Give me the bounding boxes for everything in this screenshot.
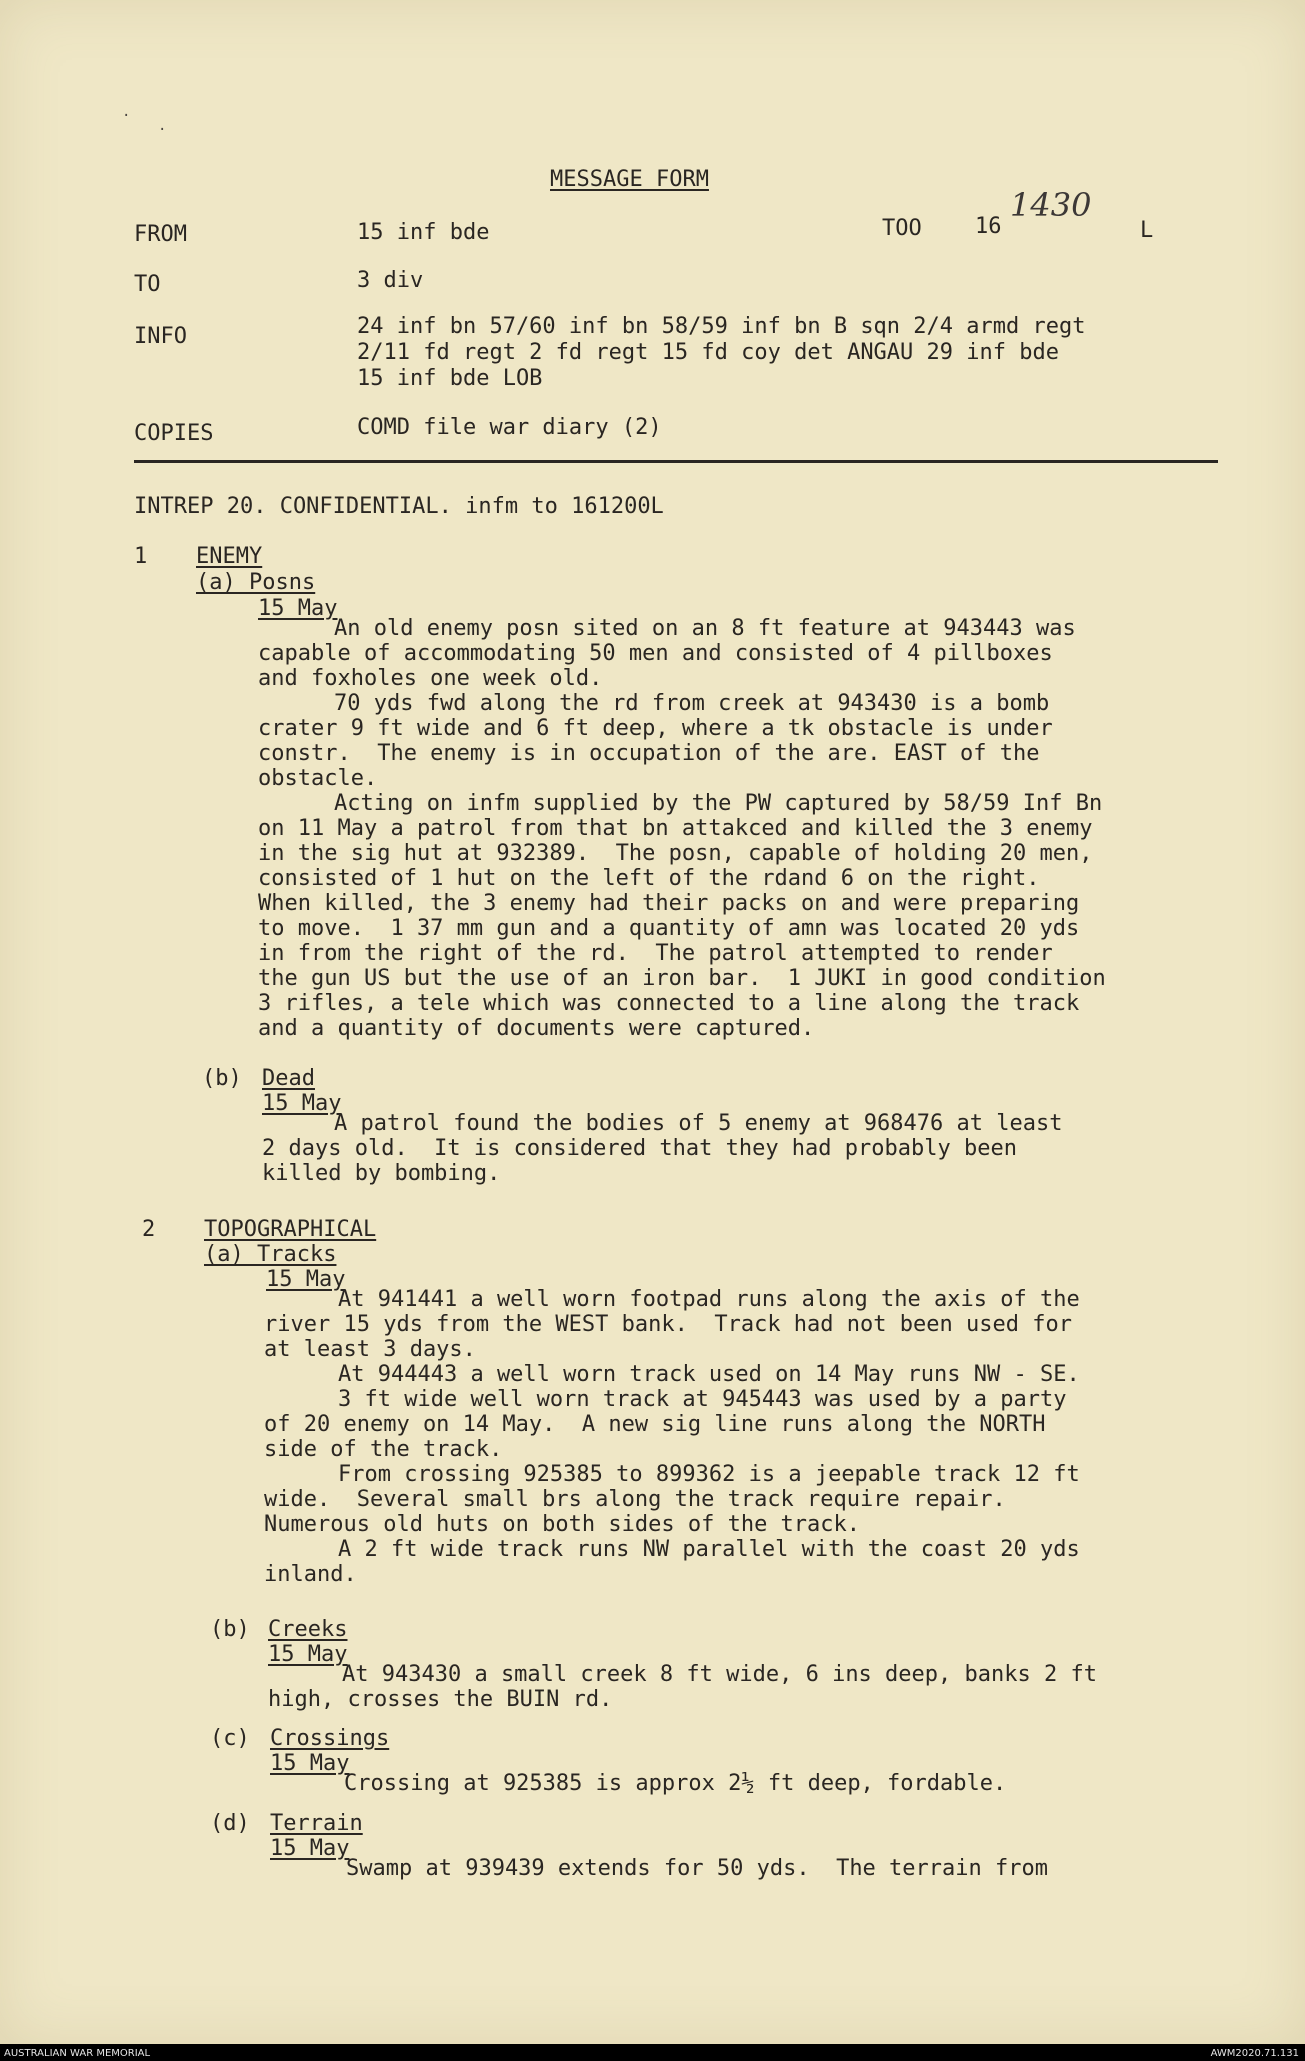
subsection-label: (c) (210, 1726, 250, 1751)
section-number: 2 (142, 1217, 156, 1242)
body-line: river 15 yds from the WEST bank. Track had not been used for (264, 1312, 1072, 1337)
archive-reference: AWM2020.71.131 (1210, 2048, 1299, 2059)
ink-speck: · (122, 108, 131, 124)
copies-label: COPIES (134, 421, 214, 446)
body-line: on 11 May a patrol from that bn attakced and killed the 3 enemy (258, 816, 1093, 841)
copies-value: COMD file war diary (2) (357, 415, 662, 440)
body-line: Crossing at 925385 is approx 2½ ft deep, fordable. (344, 1771, 1007, 1796)
from-label: FROM (134, 222, 187, 247)
subsection-label: (b) (210, 1617, 250, 1642)
too-zone: L (1140, 218, 1154, 243)
body-line: When killed, the 3 enemy had their packs on and were preparing (258, 891, 1080, 916)
body-line: At 941441 a well worn footpad runs along the axis of the (338, 1287, 1080, 1312)
archive-name: AUSTRALIAN WAR MEMORIAL (4, 2048, 151, 2059)
to-value: 3 div (357, 268, 424, 293)
section-title: TOPOGRAPHICAL (204, 1217, 377, 1242)
body-line: at least 3 days. (264, 1337, 476, 1362)
body-line: in the sig hut at 932389. The posn, capable of holding 20 men, (258, 841, 1093, 866)
body-line: At 944443 a well worn track used on 14 May runs NW - SE. (338, 1362, 1080, 1387)
body-line: high, crosses the BUIN rd. (268, 1687, 613, 1712)
info-line: 24 inf bn 57/60 inf bn 58/59 inf bn B sqn 2/4 armd regt (357, 314, 1086, 339)
body-line: constr. The enemy is in occupation of the are. EAST of the (258, 741, 1040, 766)
too-label: TOO (882, 216, 922, 241)
form-title: MESSAGE FORM (550, 167, 709, 192)
info-label: INFO (134, 324, 187, 349)
body-line: A 2 ft wide track runs NW parallel with the coast 20 yds (338, 1537, 1080, 1562)
body-line: 3 ft wide well worn track at 945443 was used by a party (338, 1387, 1067, 1412)
entry-date: 15 May (270, 1836, 350, 1861)
subsection-title: Terrain (270, 1811, 363, 1836)
section-number: 1 (134, 544, 148, 569)
body-line: obstacle. (258, 766, 378, 791)
subsection-label: (a) Posns (196, 570, 316, 595)
body-line: crater 9 ft wide and 6 ft deep, where a tk obstacle is under (258, 716, 1053, 741)
body-line: 2 days old. It is considered that they had probably been (262, 1136, 1017, 1161)
entry-date: 15 May (270, 1751, 350, 1776)
body-line: 3 rifles, a tele which was connected to a line along the track (258, 991, 1080, 1016)
entry-date: 15 May (258, 596, 338, 621)
subsection-title: Dead (262, 1066, 315, 1091)
to-label: TO (134, 272, 161, 297)
section-title: ENEMY (196, 544, 263, 569)
body-line: At 943430 a small creek 8 ft wide, 6 ins deep, banks 2 ft (342, 1662, 1097, 1687)
archive-footer (0, 2046, 1305, 2061)
body-line: consisted of 1 hut on the left of the rdand 6 on the right. (258, 866, 1040, 891)
subsection-label: (b) (202, 1066, 242, 1091)
body-line: the gun US but the use of an iron bar. 1 JUKI in good condition (258, 966, 1106, 991)
too-time-handwritten: 1430 (1010, 186, 1092, 224)
body-line: 70 yds fwd along the rd from creek at 943430 is a bomb (334, 691, 1050, 716)
body-line: wide. Several small brs along the track require repair. (264, 1487, 1006, 1512)
body-line: Numerous old huts on both sides of the track. (264, 1512, 861, 1537)
body-line: side of the track. (264, 1437, 503, 1462)
subsection-title: Creeks (268, 1617, 348, 1642)
subsection-title: Crossings (270, 1726, 390, 1751)
subsection-label: (a) Tracks (204, 1242, 337, 1267)
body-line: Acting on infm supplied by the PW captured by 58/59 Inf Bn (334, 791, 1103, 816)
subsection-label: (d) (210, 1811, 250, 1836)
entry-date: 15 May (266, 1267, 346, 1292)
body-line: An old enemy posn sited on an 8 ft feature at 943443 was (334, 616, 1076, 641)
info-line: 15 inf bde LOB (357, 366, 543, 391)
too-day: 16 (975, 214, 1002, 239)
body-line: to move. 1 37 mm gun and a quantity of amn was located 20 yds (258, 916, 1080, 941)
entry-date: 15 May (268, 1642, 348, 1667)
body-line: in from the right of the rd. The patrol attempted to render (258, 941, 1053, 966)
body-line: of 20 enemy on 14 May. A new sig line runs along the NORTH (264, 1412, 1046, 1437)
body-line: A patrol found the bodies of 5 enemy at 968476 at least (334, 1111, 1063, 1136)
body-line: and a quantity of documents were captured. (258, 1016, 815, 1041)
body-line: Swamp at 939439 extends for 50 yds. The terrain from (346, 1856, 1048, 1881)
ink-speck: · (158, 122, 167, 138)
body-line: capable of accommodating 50 men and consisted of 4 pillboxes (258, 641, 1053, 666)
body-line: and foxholes one week old. (258, 666, 603, 691)
from-value: 15 inf bde (357, 220, 490, 245)
intrep-line: INTREP 20. CONFIDENTIAL. infm to 161200L (134, 494, 664, 519)
body-line: killed by bombing. (262, 1161, 501, 1186)
body-line: inland. (264, 1562, 357, 1587)
entry-date: 15 May (262, 1091, 342, 1116)
header-divider (134, 460, 1218, 463)
body-line: From crossing 925385 to 899362 is a jeepable track 12 ft (338, 1462, 1080, 1487)
info-line: 2/11 fd regt 2 fd regt 15 fd coy det ANGAU 29 inf bde (357, 340, 1059, 365)
